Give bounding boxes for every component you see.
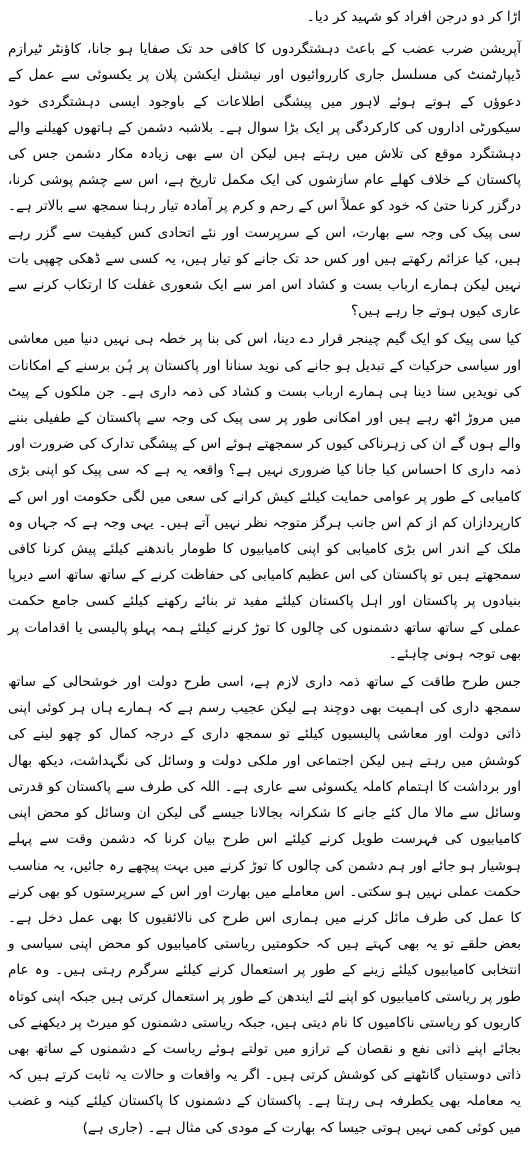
- paragraph-1: آپریشن ضرب عضب کے باعث دہشتگردوں کا کافی حد تک صفایا ہو جانا، کاؤنٹر ٹیرازم ڈیپارٹمنٹ کی مسلسل جاری کارروائیوں اور نیشنل ایکشن پلان پر یکسوئی سے عمل کے دعوؤں کے ہوتے ہوئے لاہور میں پیشگی اطلاعات کے باوجود ایسی دہشتگردی خود سیکورٹی اداروں کی کارکردگی پر ایک بڑا سوال ہے۔ بلاشبہ دشمن کے ہاتھوں کھیلنے والے دہشتگرد موقع کی تلاش میں رہتے ہیں لیکن ان سے بھی زیادہ مکار دشمن جس کی پاکستان کے خلاف کھلے عام سازشوں کی ایک مکمل تاریخ ہے، اس سے چشم پوشی کرنا، درگزر کرنا حتیٰ کہ خود کو عملاً اس کے رحم و کرم پر آمادہ تیار رہنا سمجھ سے بالاتر ہے۔ سی پیک کی وجہ سے بھارت، اس کے سرپرست اور نئے اتحادی کس کیفیت سے گزر رہے ہیں، کیا عزائم رکھتے ہیں اور کس حد تک جانے کو تیار ہیں، یہ کسی سے ڈھکی چھپی بات نہیں لیکن ہمارے ارباب بست و کشاد اس امر سے ایک شعوری غفلت کا ارتکاب کرنے سے عاری کیوں ہوتے جا رہے ہیں؟: [8, 41, 521, 320]
- paragraph-intro: اڑا کر دو درجن افراد کو شہید کر دیا۔: [306, 9, 521, 25]
- paragraph-2: کیا سی پیک کو ایک گیم چینجر قرار دے دینا، اس کی بنا پر خطہ ہی نہیں دنیا میں معاشی اور سیاسی حرکیات کے تبدیل ہو جانے کی نوید سنانا اور پاکستان پر ہُن برسنے کے امکانات کی نویدیں سنا دینا ہی ہمارے ارباب بست و کشاد کی ذمہ داری ہے۔ جن ملکوں کے پیٹ میں مروڑ اٹھ رہے ہیں اور امکانی طور پر سی پیک کی وجہ سے پاکستان کے طفیلی بننے والے ہوں گے ان کی زہرناکی کیوں کر سمجھتے ہوئے اس کے پیشگی تدارک کی ضرورت اور ذمہ داری کا احساس کیا جانا کیا ضروری نہیں ہے؟ واقعہ یہ ہے کہ سی پیک کو اپنی بڑی کامیابی کے طور پر عوامی حمایت کیلئے کیش کرانے کی سعی میں لگی حکومت اور اس کے کارپردازان کم از کم اس جانب ہرگز متوجہ نظر نہیں آتے ہیں۔ یہی وجہ ہے کہ جہاں وہ ملک کے اندر اس بڑی کامیابی کو اپنی کامیابیوں کا طومار باندھنے کیلئے پیش کرنا کافی سمجھتے ہیں تو پاکستان کی اس عظیم کامیابی کی حفاظت کرنے کے ساتھ ساتھ اسے دیرپا بنیادوں پر پاکستان اور اہل پاکستان کیلئے مفید تر بنائے رکھنے کیلئے کسی جامع حکمت عملی کے ساتھ ساتھ دشمنوں کی چالوں کا توڑ کرنے کیلئے ہمہ پہلو پالیسی یا اقدامات پر بھی توجہ ہونی چاہئے۔: [8, 331, 521, 662]
- paragraph-3: جس طرح طاقت کے ساتھ ذمہ داری لازم ہے، اسی طرح دولت اور خوشحالی کے ساتھ سمجھ داری کی اہمیت بھی دوچند ہے لیکن عجیب رسم ہے کہ ہمارے ہاں ہر کوئی اپنی ذاتی دولت اور معاشی پالیسیوں کیلئے تو سمجھ داری کے درجہ کمال کو چھو لینے کی کوشش میں رہتے ہیں لیکن اجتماعی اور ملکی دولت و وسائل کی نگہداشت، دیکھ بھال اور برداشت کا اہتمام کاملہ یکسوئی سے عاری ہے۔ اللہ کی طرف سے پاکستان کو قدرتی وسائل سے مالا مال کئے جانے کا شکرانہ بجالانا جیسے گی لیکن ان وسائل کو محض اپنی کامیابیوں کی فہرست طویل کرنے کیلئے اس طرح بیان کرنا کہ دشمن وقت سے پہلے ہوشیار ہو جائے اور ہم دشمن کی چالوں کا توڑ کرنے میں بہت پیچھے رہ جائیں، یہ مناسب حکمت عملی نہیں ہو سکتی۔ اس معاملے میں بھارت اور اس کے سرپرستوں کو بھی کرنے کا عمل کی طرف مائل کرنے میں ہماری اس طرح کی نالائقیوں کا بھی عمل دخل ہے۔ بعض حلقے تو یہ بھی کہتے ہیں کہ حکومتیں ریاستی کامیابیوں کو محض اپنی سیاسی و انتخابی کامیابیوں کیلئے زینے کے طور پر استعمال کرنے کیلئے سرگرم رہتی ہیں۔ وہ عام طور پر ریاستی کامیابیوں کو اپنے لئے ایندھن کے طور پر استعمال کرتی ہیں جبکہ اپنی کوتاہ کاریوں کو ریاستی ناکامیوں کا نام دیتی ہیں، جبکہ ریاستی دشمنوں کو میرٹ پر دیکھنے کی بجائے اپنے ذاتی نفع و نقصان کے ترازو میں تولتے ہوئے ریاست کے دشمنوں کے ساتھ بھی ذاتی دوستیاں گانٹھنے کی کوشش کرتی ہیں۔ اگر یہ واقعات و حالات یہ ثابت کرتے ہیں کہ یہ معاملہ بھی یکطرفہ ہی رہتا ہے۔ پاکستان کے دشمنوں کا پاکستان کیلئے کینہ و غضب میں کوئی کمی نہیں ہوتی جیسا کہ بھارت کے مودی کی مثال ہے۔ (جاری ہے): [8, 674, 521, 1136]
